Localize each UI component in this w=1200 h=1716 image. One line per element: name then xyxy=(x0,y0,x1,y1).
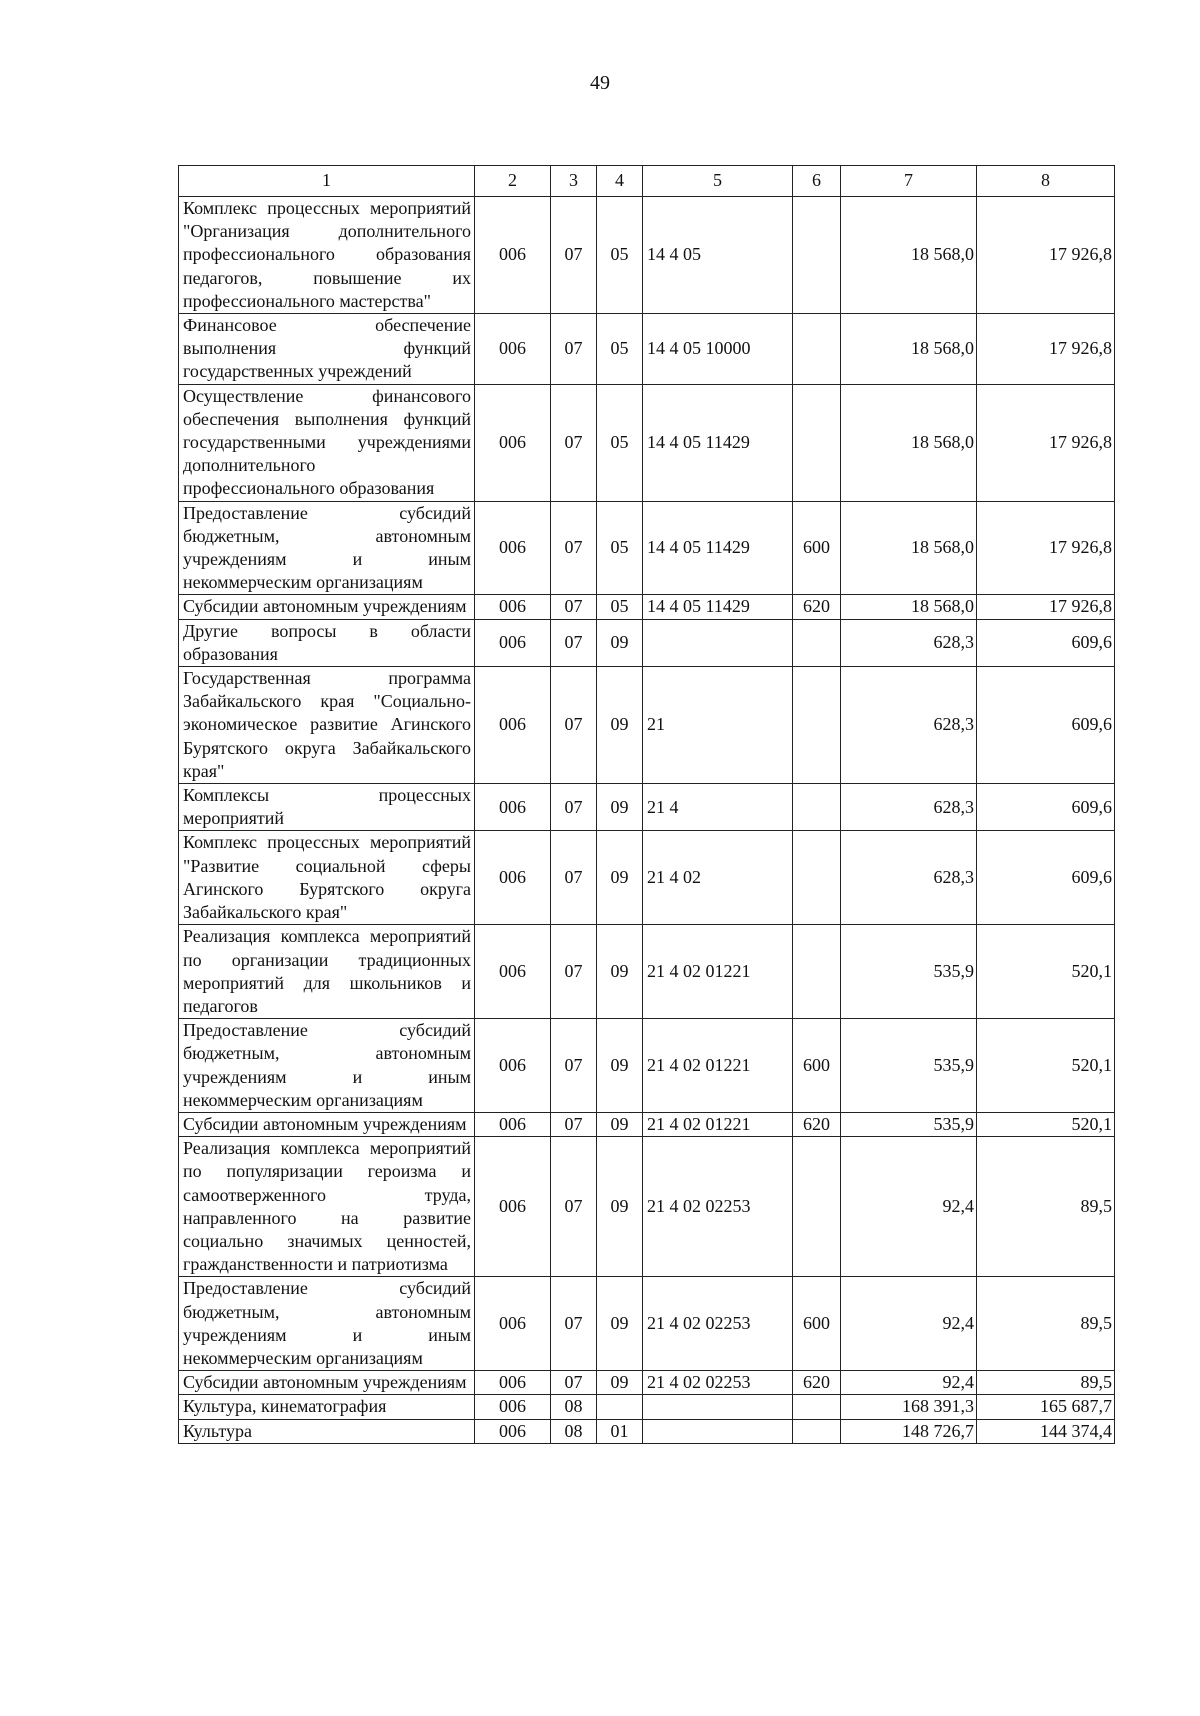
cell-target-article: 21 4 xyxy=(643,784,793,831)
cell-target-article: 14 4 05 11429 xyxy=(643,384,793,501)
cell-amount-2: 17 926,8 xyxy=(977,384,1115,501)
cell-target-article xyxy=(643,1395,793,1419)
column-header: 2 xyxy=(475,166,551,197)
table-row xyxy=(179,1112,1115,1136)
cell-target-article: 21 4 02 02253 xyxy=(643,1137,793,1277)
cell-subsection: 09 xyxy=(597,831,643,925)
cell-ministry-code: 006 xyxy=(475,197,551,314)
cell-subsection: 09 xyxy=(597,1019,643,1113)
cell-amount-1: 18 568,0 xyxy=(841,501,977,595)
cell-subsection: 01 xyxy=(597,1419,643,1443)
cell-ministry-code: 006 xyxy=(475,619,551,666)
page-number: 49 xyxy=(590,72,610,94)
cell-expense-type: 600 xyxy=(793,1277,841,1371)
cell-section: 08 xyxy=(551,1395,597,1419)
cell-name: Реализация комплекса мероприятий по популяризации героизма и самоотверженного труда, направленного на развитие социально значимых ценностей, гражданственности и патриотизма xyxy=(179,1137,475,1277)
cell-target-article: 14 4 05 xyxy=(643,197,793,314)
cell-ministry-code: 006 xyxy=(475,831,551,925)
cell-section: 07 xyxy=(551,784,597,831)
table-row xyxy=(179,197,1115,314)
cell-expense-type: 620 xyxy=(793,1112,841,1136)
column-header: 1 xyxy=(179,166,475,197)
cell-amount-1: 628,3 xyxy=(841,831,977,925)
cell-section: 07 xyxy=(551,667,597,784)
cell-subsection xyxy=(597,1395,643,1419)
cell-amount-1: 18 568,0 xyxy=(841,595,977,619)
cell-expense-type xyxy=(793,667,841,784)
cell-section: 07 xyxy=(551,619,597,666)
cell-amount-2: 17 926,8 xyxy=(977,197,1115,314)
cell-amount-2: 17 926,8 xyxy=(977,314,1115,385)
table-body xyxy=(179,197,1115,1444)
cell-name: Субсидии автономным учреждениям xyxy=(179,595,475,619)
cell-subsection: 05 xyxy=(597,384,643,501)
cell-target-article: 14 4 05 10000 xyxy=(643,314,793,385)
cell-section: 07 xyxy=(551,595,597,619)
cell-section: 07 xyxy=(551,1137,597,1277)
cell-name: Государственная программа Забайкальского края "Социально-экономическое развитие Агинского Бурятского округа Забайкальского края" xyxy=(179,667,475,784)
table-row xyxy=(179,831,1115,925)
cell-ministry-code: 006 xyxy=(475,501,551,595)
cell-amount-1: 18 568,0 xyxy=(841,384,977,501)
cell-expense-type xyxy=(793,1395,841,1419)
cell-amount-1: 92,4 xyxy=(841,1277,977,1371)
cell-expense-type xyxy=(793,831,841,925)
cell-name: Культура xyxy=(179,1419,475,1443)
cell-amount-1: 92,4 xyxy=(841,1371,977,1395)
cell-name: Субсидии автономным учреждениям xyxy=(179,1112,475,1136)
cell-amount-2: 609,6 xyxy=(977,619,1115,666)
cell-ministry-code: 006 xyxy=(475,1371,551,1395)
table-row xyxy=(179,619,1115,666)
column-header: 6 xyxy=(793,166,841,197)
cell-subsection: 09 xyxy=(597,667,643,784)
cell-target-article: 21 4 02 01221 xyxy=(643,925,793,1019)
cell-expense-type xyxy=(793,619,841,666)
cell-subsection: 09 xyxy=(597,1112,643,1136)
cell-amount-1: 628,3 xyxy=(841,619,977,666)
cell-amount-1: 148 726,7 xyxy=(841,1419,977,1443)
cell-amount-2: 89,5 xyxy=(977,1277,1115,1371)
cell-ministry-code: 006 xyxy=(475,1395,551,1419)
cell-amount-1: 535,9 xyxy=(841,1112,977,1136)
budget-table xyxy=(178,165,1115,1444)
cell-expense-type xyxy=(793,1137,841,1277)
cell-expense-type xyxy=(793,384,841,501)
cell-expense-type: 600 xyxy=(793,501,841,595)
table-row xyxy=(179,1277,1115,1371)
table-row xyxy=(179,1395,1115,1419)
cell-section: 07 xyxy=(551,1112,597,1136)
cell-subsection: 09 xyxy=(597,1137,643,1277)
cell-amount-2: 17 926,8 xyxy=(977,501,1115,595)
cell-section: 07 xyxy=(551,384,597,501)
cell-expense-type xyxy=(793,197,841,314)
table-row xyxy=(179,1019,1115,1113)
cell-target-article: 21 4 02 02253 xyxy=(643,1277,793,1371)
cell-section: 07 xyxy=(551,1019,597,1113)
cell-expense-type: 620 xyxy=(793,595,841,619)
cell-amount-1: 535,9 xyxy=(841,1019,977,1113)
cell-name: Комплекс процессных мероприятий "Развитие социальной сферы Агинского Бурятского округа Забайкальского края" xyxy=(179,831,475,925)
cell-expense-type xyxy=(793,1419,841,1443)
cell-name: Культура, кинематография xyxy=(179,1395,475,1419)
cell-section: 07 xyxy=(551,1277,597,1371)
cell-target-article: 14 4 05 11429 xyxy=(643,595,793,619)
cell-expense-type: 620 xyxy=(793,1371,841,1395)
cell-amount-1: 168 391,3 xyxy=(841,1395,977,1419)
cell-name: Предоставление субсидий бюджетным, автономным учреждениям и иным некоммерческим организациям xyxy=(179,501,475,595)
cell-subsection: 09 xyxy=(597,784,643,831)
cell-ministry-code: 006 xyxy=(475,784,551,831)
table-row xyxy=(179,925,1115,1019)
cell-amount-1: 535,9 xyxy=(841,925,977,1019)
cell-expense-type: 600 xyxy=(793,1019,841,1113)
cell-section: 08 xyxy=(551,1419,597,1443)
cell-amount-2: 609,6 xyxy=(977,667,1115,784)
cell-ministry-code: 006 xyxy=(475,925,551,1019)
cell-section: 07 xyxy=(551,831,597,925)
cell-ministry-code: 006 xyxy=(475,1112,551,1136)
cell-amount-2: 520,1 xyxy=(977,1112,1115,1136)
table-row xyxy=(179,1137,1115,1277)
cell-ministry-code: 006 xyxy=(475,595,551,619)
cell-ministry-code: 006 xyxy=(475,384,551,501)
column-header: 7 xyxy=(841,166,977,197)
cell-expense-type xyxy=(793,784,841,831)
cell-subsection: 09 xyxy=(597,1371,643,1395)
cell-ministry-code: 006 xyxy=(475,1419,551,1443)
cell-name: Осуществление финансового обеспечения выполнения функций государственными учреждениями дополнительного профессионального образования xyxy=(179,384,475,501)
cell-amount-2: 609,6 xyxy=(977,784,1115,831)
cell-name: Комплексы процессных мероприятий xyxy=(179,784,475,831)
table-header-row xyxy=(179,166,1115,197)
cell-amount-2: 89,5 xyxy=(977,1371,1115,1395)
cell-section: 07 xyxy=(551,1371,597,1395)
cell-subsection: 05 xyxy=(597,197,643,314)
cell-target-article xyxy=(643,619,793,666)
cell-amount-1: 628,3 xyxy=(841,784,977,831)
cell-subsection: 09 xyxy=(597,619,643,666)
cell-ministry-code: 006 xyxy=(475,1277,551,1371)
cell-section: 07 xyxy=(551,925,597,1019)
cell-subsection: 05 xyxy=(597,595,643,619)
table-row xyxy=(179,784,1115,831)
column-header: 5 xyxy=(643,166,793,197)
cell-name: Комплекс процессных мероприятий "Организация дополнительного профессионального образования педагогов, повышение их профессионального мастерства" xyxy=(179,197,475,314)
cell-subsection: 05 xyxy=(597,314,643,385)
cell-amount-2: 17 926,8 xyxy=(977,595,1115,619)
cell-ministry-code: 006 xyxy=(475,314,551,385)
cell-section: 07 xyxy=(551,501,597,595)
cell-section: 07 xyxy=(551,314,597,385)
cell-amount-1: 92,4 xyxy=(841,1137,977,1277)
cell-amount-2: 89,5 xyxy=(977,1137,1115,1277)
table-row xyxy=(179,667,1115,784)
cell-subsection: 09 xyxy=(597,1277,643,1371)
cell-expense-type xyxy=(793,925,841,1019)
cell-name: Предоставление субсидий бюджетным, автономным учреждениям и иным некоммерческим организациям xyxy=(179,1277,475,1371)
cell-section: 07 xyxy=(551,197,597,314)
column-header: 8 xyxy=(977,166,1115,197)
cell-subsection: 05 xyxy=(597,501,643,595)
cell-name: Финансовое обеспечение выполнения функций государственных учреждений xyxy=(179,314,475,385)
cell-target-article: 21 4 02 xyxy=(643,831,793,925)
cell-amount-2: 165 687,7 xyxy=(977,1395,1115,1419)
table-row xyxy=(179,384,1115,501)
cell-target-article: 21 4 02 01221 xyxy=(643,1019,793,1113)
cell-target-article: 21 4 02 01221 xyxy=(643,1112,793,1136)
table-row xyxy=(179,595,1115,619)
column-header: 4 xyxy=(597,166,643,197)
cell-subsection: 09 xyxy=(597,925,643,1019)
cell-ministry-code: 006 xyxy=(475,667,551,784)
cell-amount-2: 144 374,4 xyxy=(977,1419,1115,1443)
table-row xyxy=(179,1419,1115,1443)
cell-amount-2: 609,6 xyxy=(977,831,1115,925)
table-row xyxy=(179,1371,1115,1395)
cell-amount-1: 628,3 xyxy=(841,667,977,784)
cell-name: Субсидии автономным учреждениям xyxy=(179,1371,475,1395)
cell-amount-1: 18 568,0 xyxy=(841,197,977,314)
cell-target-article: 21 xyxy=(643,667,793,784)
cell-amount-1: 18 568,0 xyxy=(841,314,977,385)
cell-name: Другие вопросы в области образования xyxy=(179,619,475,666)
table-row xyxy=(179,501,1115,595)
cell-ministry-code: 006 xyxy=(475,1019,551,1113)
cell-amount-2: 520,1 xyxy=(977,925,1115,1019)
cell-name: Предоставление субсидий бюджетным, автономным учреждениям и иным некоммерческим организациям xyxy=(179,1019,475,1113)
cell-target-article xyxy=(643,1419,793,1443)
cell-target-article: 21 4 02 02253 xyxy=(643,1371,793,1395)
cell-target-article: 14 4 05 11429 xyxy=(643,501,793,595)
cell-expense-type xyxy=(793,314,841,385)
cell-ministry-code: 006 xyxy=(475,1137,551,1277)
cell-name: Реализация комплекса мероприятий по организации традиционных мероприятий для школьников и педагогов xyxy=(179,925,475,1019)
column-header: 3 xyxy=(551,166,597,197)
table-row xyxy=(179,314,1115,385)
cell-amount-2: 520,1 xyxy=(977,1019,1115,1113)
